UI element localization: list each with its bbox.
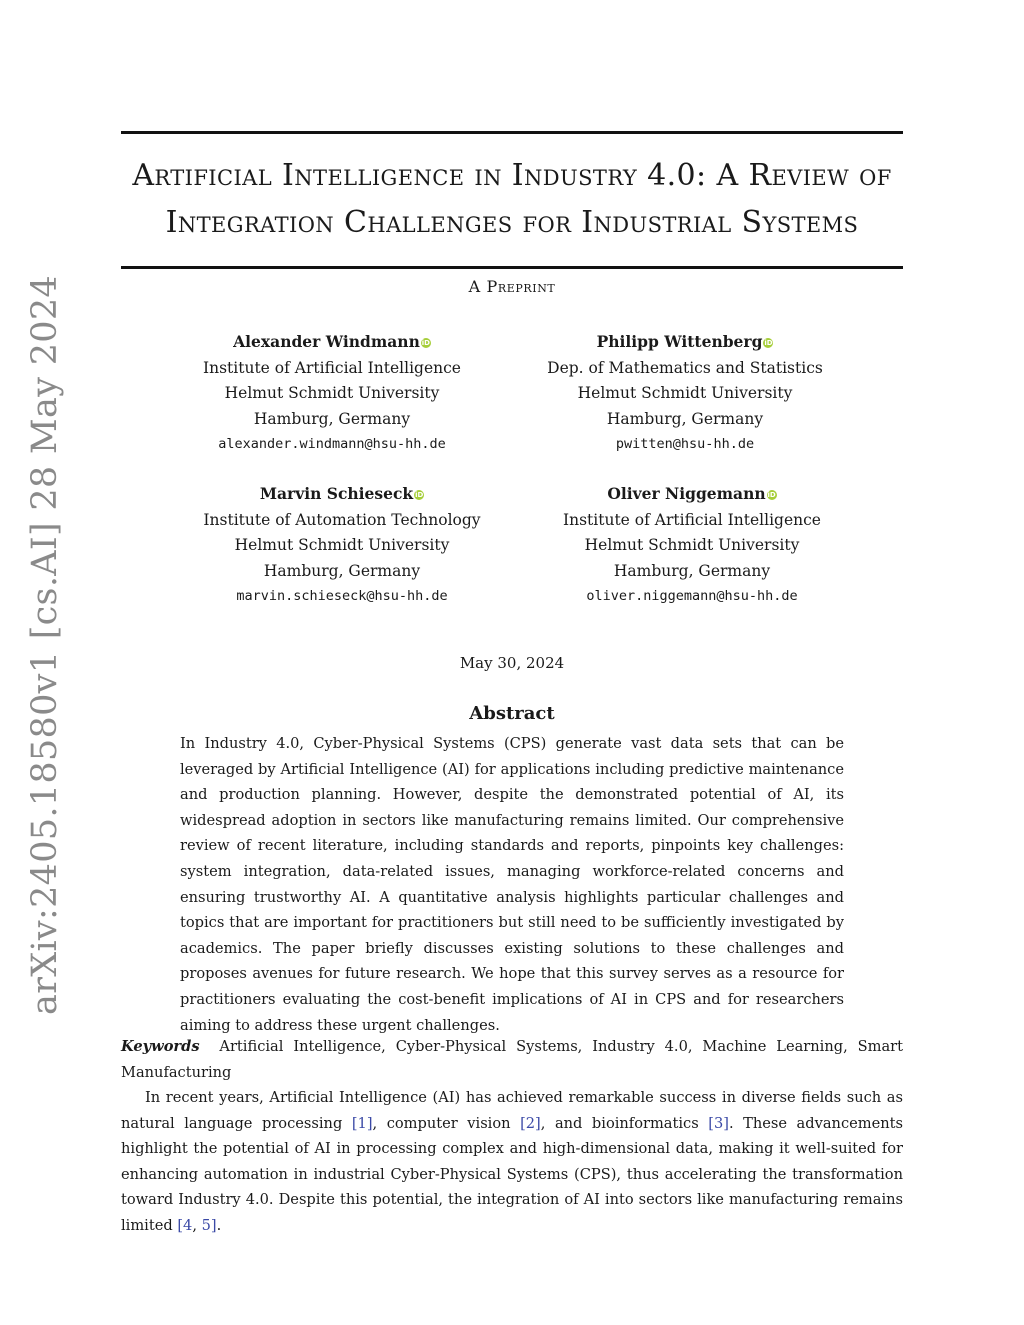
preprint-label: A Preprint <box>468 277 556 296</box>
author-university: Helmut Schmidt University <box>234 536 450 555</box>
author-email[interactable]: pwitten@hsu-hh.de <box>615 436 755 453</box>
author-email[interactable]: oliver.niggemann@hsu-hh.de <box>586 588 798 605</box>
orcid-icon[interactable]: iD <box>421 339 430 347</box>
author-name: Oliver Niggemann <box>607 484 766 503</box>
title-line-1: Artificial Intelligence in Industry 4.0: A Review of <box>132 158 892 193</box>
intro-text: . <box>216 1216 222 1234</box>
intro-text: , computer vision <box>372 1114 521 1132</box>
intro-text: , and bioinformatics <box>540 1114 709 1132</box>
author-name: Alexander Windmann <box>233 332 420 351</box>
author-block <box>532 329 838 458</box>
orcid-icon[interactable]: iD <box>764 339 773 347</box>
citation-link[interactable]: [1] <box>351 1114 373 1132</box>
citation-separator: , <box>192 1216 202 1234</box>
author-email[interactable]: marvin.schieseck@hsu-hh.de <box>236 588 448 605</box>
author-location: Hamburg, Germany <box>606 409 764 428</box>
author-location: Hamburg, Germany <box>613 561 771 580</box>
keywords-list: Artificial Intelligence, Cyber-Physical Systems, Industry 4.0, Machine Learning, Smart Manufacturing <box>121 1038 904 1081</box>
author-university: Helmut Schmidt University <box>224 384 440 403</box>
title-line-2: Integration Challenges for Industrial Systems <box>165 205 859 240</box>
paper-title <box>110 152 914 246</box>
title-top-rule <box>121 131 903 134</box>
author-affiliation: Dep. of Mathematics and Statistics <box>547 358 823 377</box>
author-affiliation: Institute of Automation Technology <box>203 510 481 529</box>
author-university: Helmut Schmidt University <box>577 384 793 403</box>
author-block <box>532 481 852 610</box>
intro-text: In recent years, Artificial Intelligence (AI) has achieved remarkable success in diverse fields such as natural language processing <box>121 1089 903 1132</box>
arxiv-sidebar-stamp: arXiv:2405.18580v1 [cs.AI] 28 May 2024 <box>25 275 65 1015</box>
keywords-label: Keywords <box>121 1038 200 1055</box>
keywords <box>121 1034 903 1085</box>
citation-link[interactable]: 4 <box>183 1216 193 1234</box>
author-university: Helmut Schmidt University <box>584 536 800 555</box>
citation-link[interactable]: 5 <box>201 1216 211 1234</box>
author-block <box>172 481 512 610</box>
abstract-heading: Abstract <box>469 703 555 724</box>
author-block <box>172 329 492 458</box>
intro-paragraph <box>121 1085 903 1239</box>
citation-link[interactable]: [3] <box>708 1114 729 1132</box>
intro-text: . These advancements highlight the potential of AI in processing complex and high-dimensional data, making it well-suited for enhancing automation in industrial Cyber-Physical Systems (CPS), thus accelerating the transformation toward Industry 4.0. Despite this potential, the integration of AI into sectors like manufacturing remains limited <box>121 1114 903 1234</box>
author-name: Philipp Wittenberg <box>596 332 763 351</box>
citation-bracket: [ <box>177 1216 184 1234</box>
author-affiliation: Institute of Artificial Intelligence <box>563 510 821 529</box>
publication-date: May 30, 2024 <box>459 654 565 672</box>
abstract-text: In Industry 4.0, Cyber-Physical Systems (CPS) generate vast data sets that can be leveraged by Artificial Intelligence (AI) for applications including predictive maintenance and production planning. However, despite the demonstrated potential of AI, its widespread adoption in sectors like manufacturing remains limited. Our comprehensive review of recent literature, including standards and reports, pinpoints key challenges: system integration, data-related issues, managing workforce-related concerns and ensuring trustworthy AI. A quantitative analysis highlights particular challenges and topics that are important for practitioners but still need to be sufficiently investigated by academics. The paper briefly discusses existing solutions to these challenges and proposes avenues for future research. We hope that this survey serves as a resource for practitioners evaluating the cost-benefit implications of AI in CPS and for researchers aiming to address these urgent challenges. <box>180 735 844 1034</box>
author-location: Hamburg, Germany <box>263 561 421 580</box>
citation-bracket: ] <box>210 1216 217 1234</box>
title-bottom-rule <box>121 266 903 269</box>
orcid-icon[interactable]: iD <box>415 491 424 499</box>
author-email[interactable]: alexander.windmann@hsu-hh.de <box>218 436 446 453</box>
author-name: Marvin Schieseck <box>259 484 414 503</box>
author-affiliation: Institute of Artificial Intelligence <box>203 358 461 377</box>
author-location: Hamburg, Germany <box>253 409 411 428</box>
orcid-icon[interactable]: iD <box>767 491 776 499</box>
citation-link[interactable]: [2] <box>520 1114 541 1132</box>
